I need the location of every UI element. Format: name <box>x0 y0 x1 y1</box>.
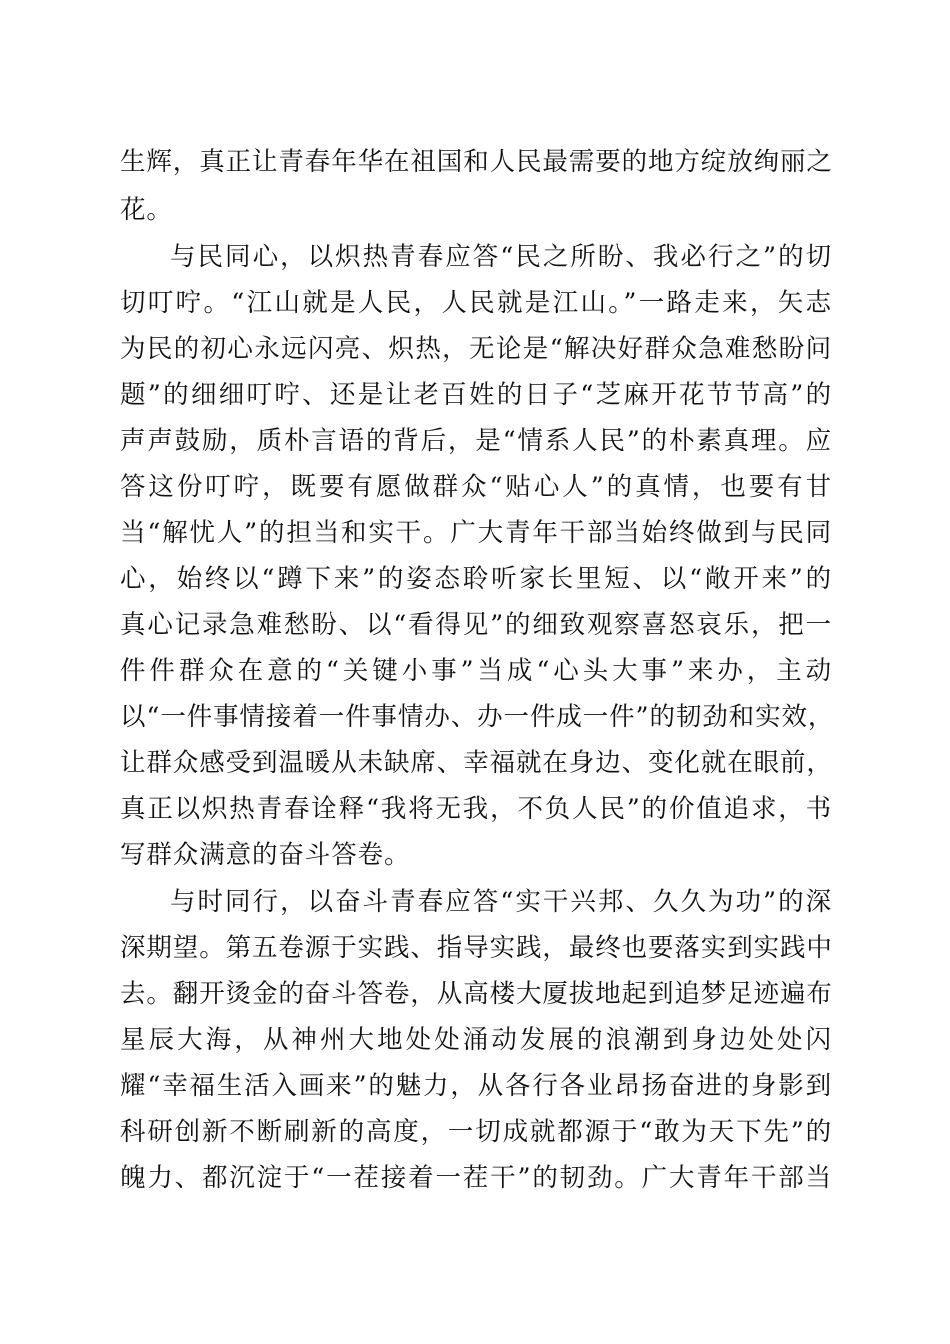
body-text-line: 魄力、都沉淀于“一茬接着一茬干”的韧劲。广大青年干部当 <box>120 1163 832 1193</box>
body-text-line: 花。 <box>120 195 173 225</box>
body-text-line: 生辉，真正让青春年华在祖国和人民最需要的地方绽放绚丽之 <box>120 147 833 177</box>
body-text-line: 当“解忧人”的担当和实干。广大青年干部当始终做到与民同 <box>120 518 832 548</box>
body-text-line: 件件群众在意的“关键小事”当成“心头大事”来办，主动 <box>120 656 832 686</box>
paragraph-first-line: 与时同行，以奋斗青春应答“实干兴邦、久久为功”的深 <box>170 887 832 917</box>
body-text-line: 真心记录急难愁盼、以“看得见”的细致观察喜怒哀乐，把一 <box>120 610 832 640</box>
body-text-line: 让群众感受到温暖从未缺席、幸福就在身边、变化就在眼前， <box>120 748 833 778</box>
body-text-line: 答这份叮咛，既要有愿做群众“贴心人”的真情，也要有甘 <box>120 472 832 502</box>
body-text-line: 真正以炽热青春诠释“我将无我，不负人民”的价值追求，书 <box>120 794 832 824</box>
body-text-line: 声声鼓励，质朴言语的背后，是“情系人民”的朴素真理。应 <box>120 426 832 456</box>
body-text-line: 耀“幸福生活入画来”的魅力，从各行各业昂扬奋进的身影到 <box>120 1071 832 1101</box>
body-text-line: 写群众满意的奋斗答卷。 <box>120 840 411 870</box>
body-text-line: 以“一件事情接着一件事情办、办一件成一件”的韧劲和实效， <box>120 702 835 732</box>
body-text-line: 科研创新不断刷新的高度，一切成就都源于“敢为天下先”的 <box>120 1117 832 1147</box>
body-text-line: 题”的细细叮咛、还是让老百姓的日子“芝麻开花节节高”的 <box>120 380 832 410</box>
body-text-line: 去。翻开烫金的奋斗答卷，从高楼大厦拔地起到追梦足迹遍布 <box>120 979 833 1009</box>
body-text-line: 心，始终以“蹲下来”的姿态聆听家长里短、以“敞开来”的 <box>120 564 832 594</box>
body-text-line: 深期望。第五卷源于实践、指导实践，最终也要落实到实践中 <box>120 933 833 963</box>
paragraph-first-line: 与民同心，以炽热青春应答“民之所盼、我必行之”的切 <box>170 242 832 272</box>
body-text-line: 为民的初心永远闪亮、炽热，无论是“解决好群众急难愁盼问 <box>120 334 832 364</box>
body-text-line: 星辰大海，从神州大地处处涌动发展的浪潮到身边处处闪 <box>120 1025 832 1055</box>
body-text-line: 切叮咛。“江山就是人民，人民就是江山。”一路走来，矢志 <box>120 288 832 318</box>
